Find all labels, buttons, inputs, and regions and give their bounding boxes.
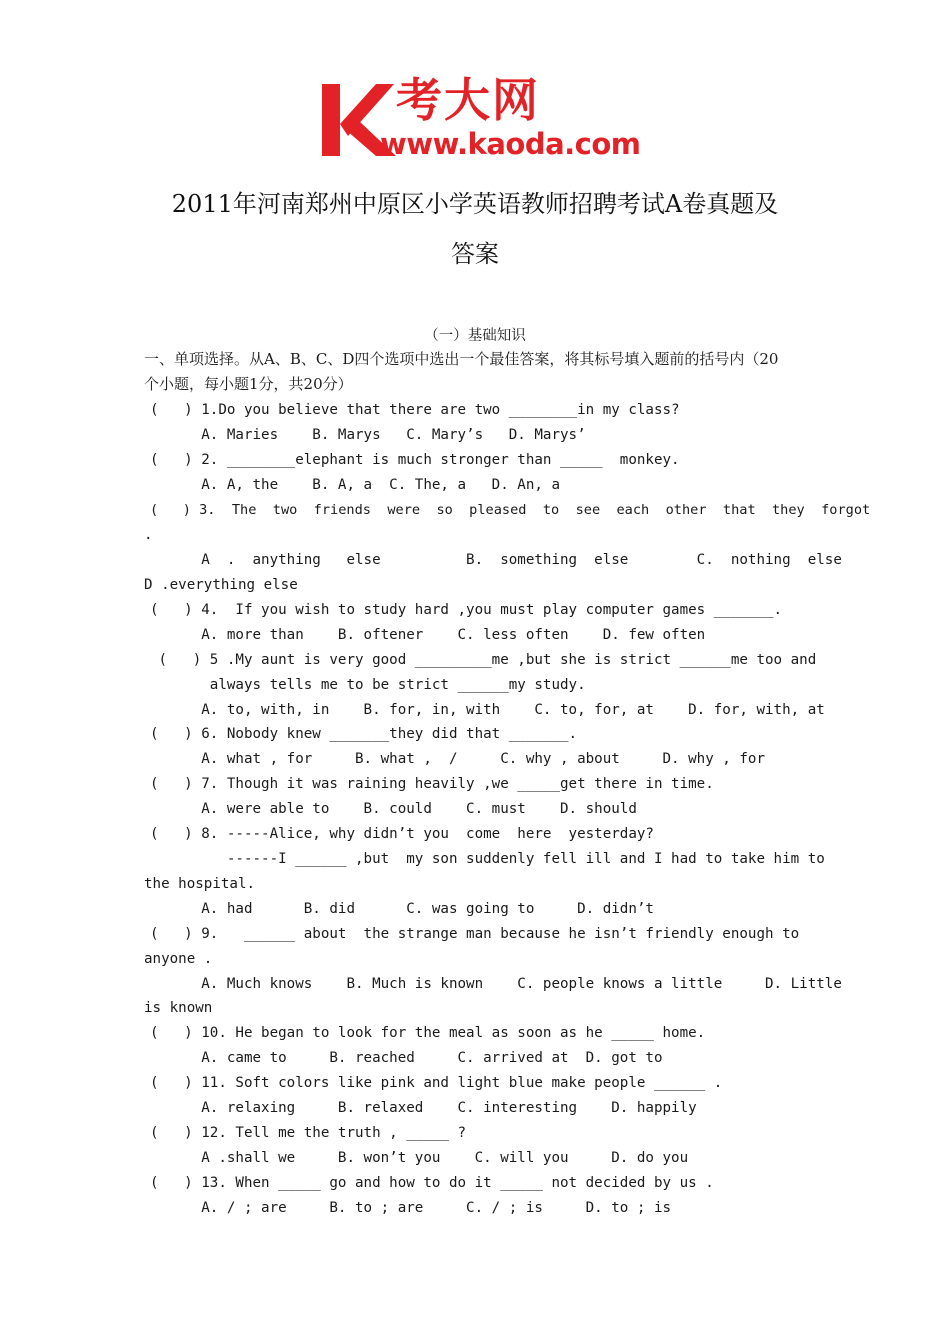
question-line: A. had B. did C. was going to D. didn’t [150, 901, 654, 917]
question-line: ( ) 8. -----Alice, why didn’t you come here yesterday? [150, 826, 654, 842]
question-line: always tells me to be strict ______my study. [150, 677, 586, 693]
question-line: A. Maries B. Marys C. Mary’s D. Marys’ [150, 427, 586, 443]
question-line: A . anything else B. something else C. nothing else [150, 552, 842, 568]
question-line: D .everything else [144, 577, 298, 593]
question-line: ( ) 7. Though it was raining heavily ,we _____get there in time. [150, 776, 714, 792]
question-line: ( ) 6. Nobody knew _______they did that _______. [150, 726, 578, 742]
document-title-line-2: 答案 [451, 240, 499, 268]
question-line: . [144, 527, 153, 543]
question-line: ( ) 11. Soft colors like pink and light blue make people ______ . [150, 1075, 723, 1091]
kaoda-logo [318, 72, 648, 168]
question-line: ( ) 3. The two friends were so pleased to see each other that they forgot [150, 502, 871, 518]
question-line: ( ) 2. ________elephant is much stronger than _____ monkey. [150, 452, 680, 468]
question-line: ( ) 13. When _____ go and how to do it _____ not decided by us . [150, 1175, 714, 1191]
logo-url-text: www.kaoda.com [380, 127, 641, 161]
question-line: ( ) 4. If you wish to study hard ,you must play computer games _______. [150, 602, 783, 618]
question-line: A. / ; are B. to ; are C. / ; is D. to ; is [150, 1200, 672, 1216]
question-line: ( ) 5 .My aunt is very good _________me ,but she is strict ______me too and [150, 652, 817, 668]
question-line: ( ) 10. He began to look for the meal as soon as he _____ home. [150, 1025, 706, 1041]
question-line: ------I ______ ,but my son suddenly fell ill and I had to take him to [150, 851, 825, 867]
question-line: ( ) 9. ______ about the strange man because he isn’t friendly enough to [150, 926, 800, 942]
question-line: A. relaxing B. relaxed C. interesting D. happily [150, 1100, 697, 1116]
question-line: anyone . [144, 951, 213, 967]
question-line: ( ) 1.Do you believe that there are two ________in my class? [150, 402, 680, 418]
question-line: ( ) 12. Tell me the truth , _____ ? [150, 1125, 467, 1141]
question-line: A. A, the B. A, a C. The, a D. An, a [150, 477, 560, 493]
question-line: the hospital. [144, 876, 256, 892]
document-title-line-1: 2011年河南郑州中原区小学英语教师招聘考试A卷真题及 [171, 190, 779, 218]
question-line: is known [144, 1000, 213, 1016]
section-heading: （一）基础知识 [424, 328, 526, 344]
instructions-line-1: 一、单项选择。从A、B、C、D四个选项中选出一个最佳答案，将其标号填入题前的括号内（20 [144, 350, 779, 368]
question-line: A. Much knows B. Much is known C. people knows a little D. Little [150, 976, 842, 992]
question-line: A. to, with, in B. for, in, with C. to, for, at D. for, with, at [150, 702, 825, 718]
question-line: A. what , for B. what , / C. why , about D. why , for [150, 751, 765, 767]
question-line: A. were able to B. could C. must D. should [150, 801, 637, 817]
logo-brand-text: 考大网 [396, 73, 540, 127]
question-line: A .shall we B. won’t you C. will you D. do you [150, 1150, 689, 1166]
question-line: A. more than B. oftener C. less often D. few often [150, 627, 706, 643]
question-line: A. came to B. reached C. arrived at D. got to [150, 1050, 663, 1066]
instructions-line-2: 个小题，每小题1分，共20分） [144, 375, 353, 393]
